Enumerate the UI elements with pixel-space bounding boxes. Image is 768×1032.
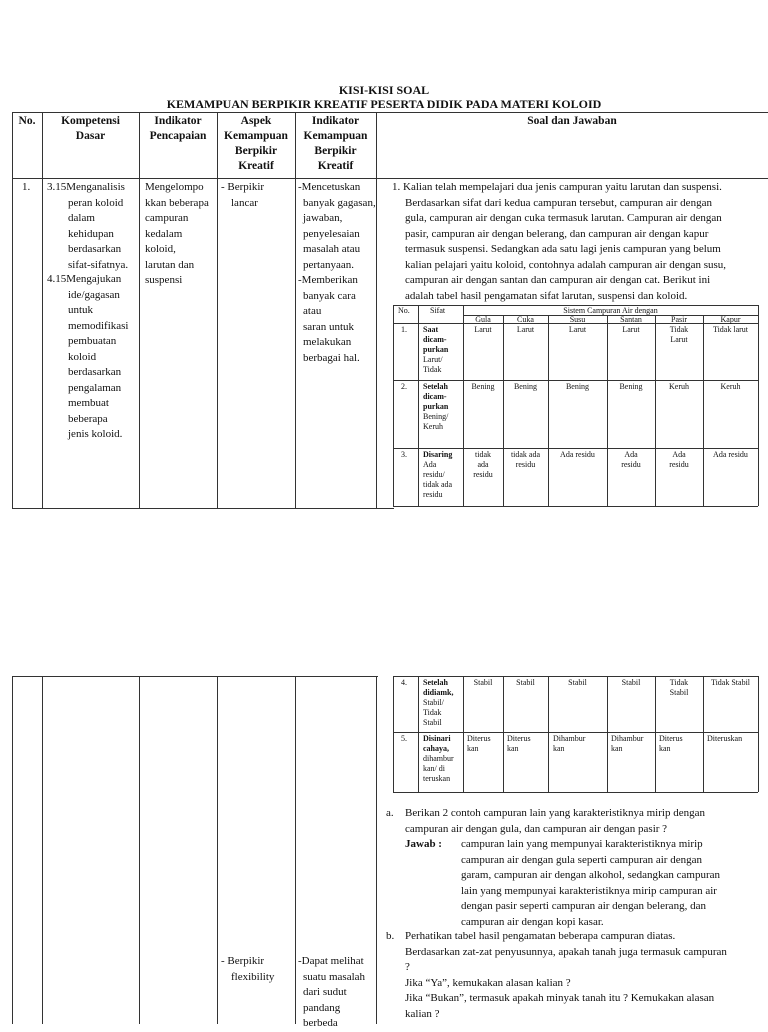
row-number: 1. — [22, 181, 31, 193]
obs-col-pasir: Pasir — [671, 315, 687, 324]
aspek-berpikir-flexibility: - Berpikir flexibility — [221, 955, 275, 983]
obs-cell: Tidak larut — [712, 325, 749, 334]
obs-row-sifat: Setelah dicam- purkan Bening/ Keruh — [423, 382, 449, 431]
obs-cell: tidak ada residu — [510, 450, 541, 469]
obs-cell: Keruh — [720, 382, 741, 391]
obs-col-gula: Gula — [475, 315, 491, 324]
obs-col-cuka: Cuka — [517, 315, 534, 324]
question-a-text: Berikan 2 contoh campuran lain yang karakteristiknya mirip dengan campuran air dengan gula, dan campuran air dengan pasir ? — [405, 807, 705, 835]
indikator-pencapaian: Mengelompo kkan beberapa campuran kedalam koloid, larutan dan suspensi — [145, 181, 209, 286]
obs-cell: Ada residu — [621, 450, 641, 469]
obs-col-susu: Susu — [569, 315, 586, 324]
document-title: KISI-KISI SOAL — [338, 83, 430, 97]
obs-header-no: No. — [398, 306, 410, 315]
aspek-berpikir-lancar: - Berpikir lancar — [221, 181, 265, 209]
document-subtitle: KEMAMPUAN BERPIKIR KREATIF PESERTA DIDIK PADA MATERI KOLOID — [166, 97, 602, 111]
obs-cell: Bening — [619, 382, 643, 391]
obs-row-no: 5. — [401, 734, 407, 743]
obs-header-sifat: Sifat — [430, 306, 446, 315]
obs-header-group: Sistem Campuran Air dengan — [563, 306, 658, 315]
obs-cell: Diterus kan — [467, 734, 491, 753]
jawab-label: Jawab : — [405, 838, 442, 850]
obs-cell: Keruh — [669, 382, 689, 391]
obs-cell: Dihambur kan — [611, 734, 644, 753]
obs-cell: Larut — [622, 325, 640, 334]
obs-cell: Diteruskan — [707, 734, 743, 743]
obs-cell: Bening — [471, 382, 495, 391]
header-aspek: Aspek Kemampuan Berpikir Kreatif — [224, 115, 288, 172]
kompetensi-dasar-4-15: 4.15Mengajukan ide/gagasan untuk memodifikasi pembuatan koloid berdasarkan pengalaman membuat beberapa jenis koloid. — [47, 273, 129, 440]
obs-cell: Stabil — [516, 678, 535, 687]
obs-cell: Larut — [568, 325, 587, 334]
indikator-kemampuan-flexibility: -Dapat melihat suatu masalah dari sudut pandang berbeda — [298, 955, 366, 1029]
header-soal-jawaban: Soal dan Jawaban — [527, 115, 617, 127]
obs-row-sifat: Saat dicam- purkan Larut/ Tidak — [423, 325, 449, 374]
obs-cell: Tidak Stabil — [710, 678, 751, 687]
header-indikator-kemampuan: Indikator Kemampuan Berpikir Kreatif — [303, 115, 368, 172]
question-b-label: b. — [386, 930, 395, 942]
obs-row-no: 4. — [401, 678, 407, 687]
answer-a-text: campuran lain yang mempunyai karakteristiknya mirip campuran air dengan gula seperti campuran air dengan garam, campuran air dengan alkohol, sedangkan campuran lain yang mempunyai karakteristiknya mirip campuran air dengan pasir seperti campuran air dengan belerang, dan campuran air dengan kopi kasar. — [461, 838, 721, 928]
obs-row-sifat: Disaring Ada residu/ tidak ada residu — [423, 450, 453, 499]
obs-cell: Dihambur kan — [553, 734, 586, 753]
question-a-label: a. — [386, 807, 394, 819]
obs-cell: tidak ada residu — [473, 450, 493, 479]
obs-cell: Larut — [474, 325, 492, 334]
obs-cell: Stabil — [621, 678, 641, 687]
header-kompetensi-dasar: Kompetensi Dasar — [61, 115, 120, 142]
obs-cell: Larut — [516, 325, 535, 334]
question-b-text: Perhatikan tabel hasil pengamatan beberapa campuran diatas. Berdasarkan zat-zat penyusunnya, apakah tanah juga termasuk campuran ? Jika “Ya”, kemukakan alasan kalian ? Jika “Bukan”, termasuk apakah minyak tanah itu ? Kemukakan alasan kalian ? — [405, 930, 727, 1020]
header-no: No. — [18, 115, 36, 127]
indikator-kemampuan-lancar: -Mencetuskan banyak gagasan, jawaban, penyelesaian masalah atau pertanyaan. -Memberikan banyak cara atau saran untuk melakukan berbagai hal. — [298, 181, 376, 364]
obs-cell: Ada residu — [713, 450, 748, 459]
obs-row-sifat: Setelah didiamk, Stabil/ Tidak Stabil — [423, 678, 454, 727]
header-indikator-pencapaian: Indikator Pencapaian — [149, 115, 207, 142]
obs-row-no: 2. — [401, 382, 407, 391]
question-1-text: 1. Kalian telah mempelajari dua jenis campuran yaitu larutan dan suspensi. Berdasarkan sifat dari kedua campuran tersebut, campuran air dengan gula, campuran air dengan cuka termasuk larutan. Campuran air dengan pasir, campuran air dengan belerang, dan campuran air dengan kapur termasuk suspensi. Sedangkan ada satu lagi jenis campuran yang belum kalian pelajari yaitu koloid, contohnya adalah campuran air dengan susu, campuran air dengan santan dan campuran air dengan cat. Berikut ini adalah tabel hasil pengamatan sifat larutan, suspensi dan koloid. — [392, 181, 727, 302]
obs-cell: Bening — [513, 382, 538, 391]
obs-cell: Tidak Larut — [669, 325, 689, 344]
obs-cell: Ada residu — [560, 450, 595, 459]
obs-cell: Diterus kan — [659, 734, 683, 753]
obs-cell: Ada residu — [669, 450, 689, 469]
obs-row-no: 3. — [401, 450, 407, 459]
obs-row-sifat: Disinari cahaya, dihambur kan/ di teruskan — [423, 734, 454, 783]
obs-col-kapur: Kapur — [720, 315, 741, 324]
kompetensi-dasar-3-15: 3.15Menganalisis peran koloid dalam kehidupan berdasarkan sifat-sifatnya. — [47, 181, 129, 271]
obs-cell: Diterus kan — [507, 734, 531, 753]
obs-cell: Stabil — [568, 678, 587, 687]
obs-cell: Bening — [565, 382, 590, 391]
obs-cell: Tidak Stabil — [669, 678, 689, 697]
obs-row-no: 1. — [401, 325, 407, 334]
obs-col-santan: Santan — [620, 315, 642, 324]
obs-cell: Stabil — [473, 678, 493, 687]
